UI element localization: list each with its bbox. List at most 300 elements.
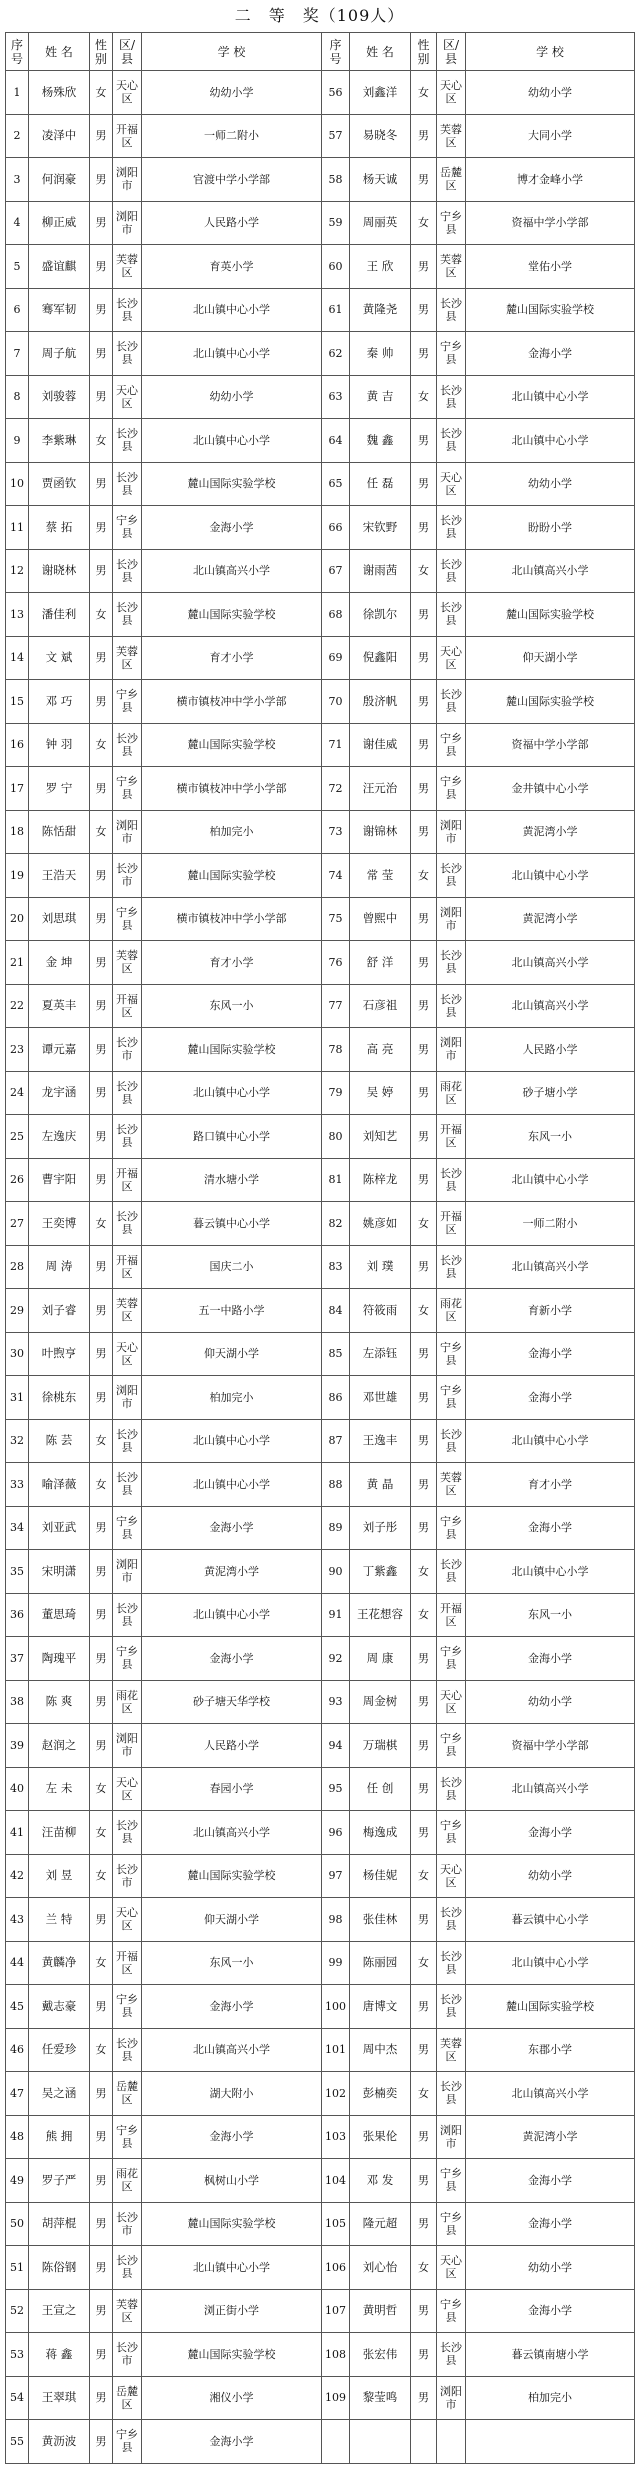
cell-name: 张佳林 bbox=[350, 1898, 411, 1942]
cell-district: 长沙市 bbox=[113, 2333, 142, 2377]
cell-no: 103 bbox=[322, 2115, 350, 2159]
cell-name: 常 莹 bbox=[350, 854, 411, 898]
cell-no: 32 bbox=[6, 1419, 29, 1463]
cell-name: 周子航 bbox=[29, 332, 90, 376]
cell-no: 80 bbox=[322, 1115, 350, 1159]
cell-name: 周金树 bbox=[350, 1680, 411, 1724]
cell-district: 天心区 bbox=[437, 636, 466, 680]
table-row bbox=[6, 288, 635, 332]
cell-school: 北山镇中心小学 bbox=[466, 854, 635, 898]
cell-gender: 女 bbox=[411, 2246, 437, 2290]
table-row bbox=[6, 1680, 635, 1724]
cell-school: 人民路小学 bbox=[142, 1724, 322, 1768]
cell-district: 长沙县 bbox=[113, 419, 142, 463]
cell-district: 岳麓区 bbox=[437, 158, 466, 202]
cell-name: 谢锦林 bbox=[350, 810, 411, 854]
cell-no: 39 bbox=[6, 1724, 29, 1768]
cell-district: 浏阳市 bbox=[113, 201, 142, 245]
cell-district: 长沙县 bbox=[437, 2333, 466, 2377]
cell-district: 开福区 bbox=[437, 1115, 466, 1159]
cell-school: 育才小学 bbox=[142, 636, 322, 680]
cell-district: 雨花区 bbox=[437, 1289, 466, 1333]
cell-gender: 男 bbox=[90, 1245, 113, 1289]
cell-district: 宁乡县 bbox=[113, 1985, 142, 2029]
cell-school: 东风一小 bbox=[142, 1941, 322, 1985]
cell-district: 长沙县 bbox=[437, 1550, 466, 1594]
header-gender: 性别 bbox=[411, 33, 437, 71]
cell-no: 105 bbox=[322, 2202, 350, 2246]
cell-school: 一师二附小 bbox=[466, 1202, 635, 1246]
cell-school: 北山镇高兴小学 bbox=[466, 1767, 635, 1811]
cell-name: 刘骏蓉 bbox=[29, 375, 90, 419]
table-row bbox=[6, 680, 635, 724]
cell-district: 芙蓉区 bbox=[437, 2028, 466, 2072]
cell-district: 宁乡县 bbox=[437, 2202, 466, 2246]
cell-gender: 男 bbox=[411, 680, 437, 724]
header-row bbox=[6, 33, 635, 71]
cell-gender: 男 bbox=[411, 2159, 437, 2203]
cell-no: 2 bbox=[6, 114, 29, 158]
cell-district: 长沙县 bbox=[437, 1245, 466, 1289]
cell-school: 幼幼小学 bbox=[466, 71, 635, 115]
cell-name: 万瑞棋 bbox=[350, 1724, 411, 1768]
cell-no: 71 bbox=[322, 723, 350, 767]
cell-gender: 男 bbox=[90, 1724, 113, 1768]
cell-name: 罗 宁 bbox=[29, 767, 90, 811]
cell-district: 浏阳市 bbox=[437, 2115, 466, 2159]
cell-school: 北山镇中心小学 bbox=[142, 419, 322, 463]
cell-name: 殷济帆 bbox=[350, 680, 411, 724]
cell-name: 王宣之 bbox=[29, 2289, 90, 2333]
cell-no: 25 bbox=[6, 1115, 29, 1159]
cell-gender: 男 bbox=[411, 419, 437, 463]
cell-district: 长沙县 bbox=[113, 2246, 142, 2290]
cell-name: 左逸庆 bbox=[29, 1115, 90, 1159]
cell-district: 长沙县 bbox=[113, 1115, 142, 1159]
table-row bbox=[6, 2159, 635, 2203]
cell-name: 谢雨茜 bbox=[350, 549, 411, 593]
cell-school: 堂佑小学 bbox=[466, 245, 635, 289]
cell-gender: 男 bbox=[90, 767, 113, 811]
table-row bbox=[6, 506, 635, 550]
cell-no: 45 bbox=[6, 1985, 29, 2029]
cell-district: 天心区 bbox=[113, 71, 142, 115]
cell-school: 北山镇高兴小学 bbox=[142, 2028, 322, 2072]
cell-district: 雨花区 bbox=[113, 1680, 142, 1724]
cell-no: 87 bbox=[322, 1419, 350, 1463]
table-row bbox=[6, 1463, 635, 1507]
table-row bbox=[6, 2072, 635, 2116]
cell-gender: 男 bbox=[411, 723, 437, 767]
cell-name: 谢晓林 bbox=[29, 549, 90, 593]
cell-district: 长沙县 bbox=[437, 1158, 466, 1202]
cell-district: 宁乡县 bbox=[113, 680, 142, 724]
cell-school: 北山镇高兴小学 bbox=[142, 1811, 322, 1855]
table-row bbox=[6, 1767, 635, 1811]
cell-district: 长沙县 bbox=[113, 593, 142, 637]
cell-no: 86 bbox=[322, 1376, 350, 1420]
cell-district: 宁乡县 bbox=[113, 506, 142, 550]
cell-district: 长沙县 bbox=[437, 288, 466, 332]
cell-name: 柳正威 bbox=[29, 201, 90, 245]
cell-name: 石彦祖 bbox=[350, 984, 411, 1028]
cell-no: 43 bbox=[6, 1898, 29, 1942]
table-row bbox=[6, 1289, 635, 1333]
cell-no: 54 bbox=[6, 2376, 29, 2420]
cell-no: 3 bbox=[6, 158, 29, 202]
cell-no: 29 bbox=[6, 1289, 29, 1333]
cell-school: 金海小学 bbox=[142, 1637, 322, 1681]
cell-gender: 男 bbox=[90, 1289, 113, 1333]
table-row bbox=[6, 1593, 635, 1637]
table-row bbox=[6, 941, 635, 985]
cell-district: 雨花区 bbox=[437, 1071, 466, 1115]
cell-name: 黄麟净 bbox=[29, 1941, 90, 1985]
cell-gender: 女 bbox=[90, 723, 113, 767]
cell-gender: 女 bbox=[411, 2072, 437, 2116]
header-school: 学 校 bbox=[466, 33, 635, 71]
cell-no: 27 bbox=[6, 1202, 29, 1246]
cell-name: 黎莹鸣 bbox=[350, 2376, 411, 2420]
cell-name: 黄 晶 bbox=[350, 1463, 411, 1507]
cell-no: 10 bbox=[6, 462, 29, 506]
cell-school: 麓山国际实验学校 bbox=[466, 680, 635, 724]
cell-district: 开福区 bbox=[437, 1593, 466, 1637]
cell-gender: 男 bbox=[411, 1637, 437, 1681]
cell-district: 长沙县 bbox=[437, 549, 466, 593]
cell-school: 仰天湖小学 bbox=[142, 1898, 322, 1942]
cell-gender: 男 bbox=[411, 593, 437, 637]
cell-district: 芙蓉区 bbox=[437, 245, 466, 289]
cell-gender: 女 bbox=[411, 375, 437, 419]
cell-school: 北山镇中心小学 bbox=[142, 1419, 322, 1463]
cell-gender: 男 bbox=[411, 1028, 437, 1072]
cell-no bbox=[322, 2420, 350, 2464]
table-row bbox=[6, 1071, 635, 1115]
cell-district: 长沙市 bbox=[113, 1028, 142, 1072]
cell-no: 98 bbox=[322, 1898, 350, 1942]
cell-gender: 男 bbox=[411, 1985, 437, 2029]
cell-gender: 男 bbox=[90, 984, 113, 1028]
cell-name: 隆元超 bbox=[350, 2202, 411, 2246]
cell-gender: 男 bbox=[411, 2333, 437, 2377]
cell-no: 75 bbox=[322, 897, 350, 941]
cell-school: 麓山国际实验学校 bbox=[142, 1028, 322, 1072]
cell-district: 长沙市 bbox=[113, 1854, 142, 1898]
cell-district: 浏阳市 bbox=[437, 897, 466, 941]
cell-gender: 男 bbox=[90, 2072, 113, 2116]
cell-gender: 男 bbox=[411, 636, 437, 680]
cell-no: 40 bbox=[6, 1767, 29, 1811]
cell-gender: 女 bbox=[411, 1550, 437, 1594]
cell-school: 金海小学 bbox=[466, 2159, 635, 2203]
cell-gender: 男 bbox=[90, 897, 113, 941]
cell-district: 宁乡县 bbox=[113, 2115, 142, 2159]
cell-gender: 女 bbox=[411, 1854, 437, 1898]
table-row bbox=[6, 71, 635, 115]
cell-no: 30 bbox=[6, 1332, 29, 1376]
cell-no: 1 bbox=[6, 71, 29, 115]
cell-gender: 男 bbox=[90, 1071, 113, 1115]
table-row bbox=[6, 2289, 635, 2333]
cell-school: 金海小学 bbox=[142, 506, 322, 550]
cell-gender: 女 bbox=[411, 201, 437, 245]
cell-name: 王 欣 bbox=[350, 245, 411, 289]
cell-gender: 男 bbox=[90, 1158, 113, 1202]
cell-district: 宁乡县 bbox=[437, 1332, 466, 1376]
cell-school: 东风一小 bbox=[466, 1115, 635, 1159]
cell-school: 金海小学 bbox=[466, 2289, 635, 2333]
cell-no: 95 bbox=[322, 1767, 350, 1811]
cell-district bbox=[437, 2420, 466, 2464]
cell-gender: 男 bbox=[90, 506, 113, 550]
cell-no: 60 bbox=[322, 245, 350, 289]
cell-district: 宁乡县 bbox=[113, 897, 142, 941]
cell-gender: 女 bbox=[90, 71, 113, 115]
cell-name: 曹宇阳 bbox=[29, 1158, 90, 1202]
table-row bbox=[6, 854, 635, 898]
cell-no: 44 bbox=[6, 1941, 29, 1985]
cell-name bbox=[350, 2420, 411, 2464]
cell-no: 85 bbox=[322, 1332, 350, 1376]
cell-no: 104 bbox=[322, 2159, 350, 2203]
cell-gender: 男 bbox=[90, 1376, 113, 1420]
cell-district: 天心区 bbox=[437, 462, 466, 506]
table-row bbox=[6, 462, 635, 506]
cell-no: 109 bbox=[322, 2376, 350, 2420]
table-row bbox=[6, 1202, 635, 1246]
cell-district: 长沙县 bbox=[113, 2028, 142, 2072]
table-row bbox=[6, 593, 635, 637]
cell-district: 长沙县 bbox=[437, 1985, 466, 2029]
cell-no: 17 bbox=[6, 767, 29, 811]
cell-district: 开福区 bbox=[113, 1158, 142, 1202]
cell-name: 左 未 bbox=[29, 1767, 90, 1811]
cell-school: 东风一小 bbox=[142, 984, 322, 1028]
cell-no: 92 bbox=[322, 1637, 350, 1681]
cell-school: 麓山国际实验学校 bbox=[142, 723, 322, 767]
cell-name: 曾熙中 bbox=[350, 897, 411, 941]
cell-school: 北山镇中心小学 bbox=[142, 1463, 322, 1507]
cell-school: 仰天湖小学 bbox=[142, 1332, 322, 1376]
cell-no: 82 bbox=[322, 1202, 350, 1246]
cell-district: 浏阳市 bbox=[437, 1028, 466, 1072]
cell-no: 76 bbox=[322, 941, 350, 985]
cell-name: 周 涛 bbox=[29, 1245, 90, 1289]
cell-school: 五一中路小学 bbox=[142, 1289, 322, 1333]
cell-district: 浏阳市 bbox=[113, 1550, 142, 1594]
table-row bbox=[6, 201, 635, 245]
cell-district: 天心区 bbox=[113, 375, 142, 419]
cell-gender: 男 bbox=[90, 158, 113, 202]
cell-no: 106 bbox=[322, 2246, 350, 2290]
cell-name: 刘 昱 bbox=[29, 1854, 90, 1898]
cell-no: 55 bbox=[6, 2420, 29, 2464]
cell-no: 64 bbox=[322, 419, 350, 463]
cell-gender: 男 bbox=[411, 2028, 437, 2072]
cell-name: 兰 特 bbox=[29, 1898, 90, 1942]
cell-no: 4 bbox=[6, 201, 29, 245]
cell-gender: 女 bbox=[90, 810, 113, 854]
table-row bbox=[6, 1332, 635, 1376]
table-row bbox=[6, 1419, 635, 1463]
cell-no: 78 bbox=[322, 1028, 350, 1072]
cell-name: 凌泽中 bbox=[29, 114, 90, 158]
cell-name: 王翠琪 bbox=[29, 2376, 90, 2420]
cell-name: 盛谊麒 bbox=[29, 245, 90, 289]
cell-school: 柏加完小 bbox=[466, 2376, 635, 2420]
cell-name: 李紫琳 bbox=[29, 419, 90, 463]
cell-district: 长沙县 bbox=[437, 854, 466, 898]
cell-school: 金海小学 bbox=[466, 1506, 635, 1550]
cell-name: 张果伦 bbox=[350, 2115, 411, 2159]
cell-school: 湖大附小 bbox=[142, 2072, 322, 2116]
cell-school: 横市镇枝冲中学小学部 bbox=[142, 897, 322, 941]
cell-gender bbox=[411, 2420, 437, 2464]
cell-no: 74 bbox=[322, 854, 350, 898]
cell-name: 文 斌 bbox=[29, 636, 90, 680]
cell-no: 107 bbox=[322, 2289, 350, 2333]
cell-gender: 女 bbox=[411, 854, 437, 898]
cell-no: 26 bbox=[6, 1158, 29, 1202]
cell-school: 金海小学 bbox=[142, 1985, 322, 2029]
cell-name: 吴之涵 bbox=[29, 2072, 90, 2116]
cell-no: 97 bbox=[322, 1854, 350, 1898]
cell-no: 6 bbox=[6, 288, 29, 332]
cell-district: 芙蓉区 bbox=[113, 2289, 142, 2333]
cell-district: 芙蓉区 bbox=[437, 1463, 466, 1507]
cell-district: 浏阳市 bbox=[113, 1376, 142, 1420]
cell-gender: 男 bbox=[90, 2376, 113, 2420]
cell-name: 熊 拥 bbox=[29, 2115, 90, 2159]
cell-no: 12 bbox=[6, 549, 29, 593]
cell-district: 长沙县 bbox=[437, 506, 466, 550]
cell-school: 暮云镇中心小学 bbox=[466, 1898, 635, 1942]
cell-gender: 男 bbox=[411, 462, 437, 506]
cell-gender: 男 bbox=[90, 1115, 113, 1159]
cell-district: 芙蓉区 bbox=[113, 941, 142, 985]
cell-district: 开福区 bbox=[437, 1202, 466, 1246]
cell-district: 浏阳市 bbox=[113, 1724, 142, 1768]
cell-district: 长沙县 bbox=[113, 1463, 142, 1507]
cell-gender: 女 bbox=[90, 2028, 113, 2072]
cell-gender: 男 bbox=[411, 158, 437, 202]
page-title: 二 等 奖（109人） bbox=[234, 6, 405, 25]
cell-name: 戴志豪 bbox=[29, 1985, 90, 2029]
cell-name: 黄隆尧 bbox=[350, 288, 411, 332]
cell-no: 51 bbox=[6, 2246, 29, 2290]
table-row bbox=[6, 1506, 635, 1550]
cell-school: 金海小学 bbox=[142, 1506, 322, 1550]
table-row bbox=[6, 810, 635, 854]
cell-name: 王奕博 bbox=[29, 1202, 90, 1246]
cell-name: 吴 婷 bbox=[350, 1071, 411, 1115]
cell-name: 赵润之 bbox=[29, 1724, 90, 1768]
cell-school: 北山镇高兴小学 bbox=[466, 941, 635, 985]
cell-no: 90 bbox=[322, 1550, 350, 1594]
cell-gender: 男 bbox=[90, 549, 113, 593]
cell-school: 黄泥湾小学 bbox=[466, 810, 635, 854]
cell-no: 70 bbox=[322, 680, 350, 724]
cell-district: 宁乡县 bbox=[437, 201, 466, 245]
cell-district: 天心区 bbox=[113, 1767, 142, 1811]
cell-school: 幼幼小学 bbox=[142, 375, 322, 419]
cell-gender: 男 bbox=[90, 1506, 113, 1550]
cell-gender: 男 bbox=[411, 1898, 437, 1942]
cell-no: 100 bbox=[322, 1985, 350, 2029]
table-row bbox=[6, 245, 635, 289]
cell-gender: 女 bbox=[90, 1854, 113, 1898]
cell-district: 开福区 bbox=[113, 1941, 142, 1985]
cell-name: 蒋 鑫 bbox=[29, 2333, 90, 2377]
cell-gender: 女 bbox=[90, 419, 113, 463]
table-row bbox=[6, 723, 635, 767]
cell-no: 24 bbox=[6, 1071, 29, 1115]
cell-school: 育才小学 bbox=[466, 1463, 635, 1507]
cell-gender: 女 bbox=[411, 1289, 437, 1333]
cell-no: 77 bbox=[322, 984, 350, 1028]
cell-district: 岳麓区 bbox=[113, 2072, 142, 2116]
cell-no: 68 bbox=[322, 593, 350, 637]
table-row bbox=[6, 1376, 635, 1420]
header-name: 姓 名 bbox=[350, 33, 411, 71]
cell-gender: 男 bbox=[411, 1811, 437, 1855]
cell-no: 67 bbox=[322, 549, 350, 593]
cell-no: 52 bbox=[6, 2289, 29, 2333]
cell-school bbox=[466, 2420, 635, 2464]
cell-no: 9 bbox=[6, 419, 29, 463]
cell-name: 舒 洋 bbox=[350, 941, 411, 985]
cell-district: 长沙县 bbox=[113, 549, 142, 593]
cell-name: 邓 发 bbox=[350, 2159, 411, 2203]
cell-no: 96 bbox=[322, 1811, 350, 1855]
cell-no: 83 bbox=[322, 1245, 350, 1289]
cell-district: 长沙县 bbox=[113, 1202, 142, 1246]
cell-no: 20 bbox=[6, 897, 29, 941]
cell-gender: 女 bbox=[411, 71, 437, 115]
cell-name: 魏 鑫 bbox=[350, 419, 411, 463]
table-row bbox=[6, 114, 635, 158]
cell-gender: 男 bbox=[411, 941, 437, 985]
cell-district: 长沙县 bbox=[437, 419, 466, 463]
cell-school: 柏加完小 bbox=[142, 810, 322, 854]
cell-district: 长沙县 bbox=[437, 941, 466, 985]
table-row bbox=[6, 1115, 635, 1159]
cell-school: 柏加完小 bbox=[142, 1376, 322, 1420]
table-row bbox=[6, 1898, 635, 1942]
cell-name: 蔡 拓 bbox=[29, 506, 90, 550]
cell-district: 长沙县 bbox=[437, 680, 466, 724]
cell-district: 长沙市 bbox=[113, 2202, 142, 2246]
cell-district: 雨花区 bbox=[113, 2159, 142, 2203]
cell-name: 左添钰 bbox=[350, 1332, 411, 1376]
cell-no: 46 bbox=[6, 2028, 29, 2072]
cell-no: 61 bbox=[322, 288, 350, 332]
cell-gender: 女 bbox=[90, 1419, 113, 1463]
cell-name: 黄沥波 bbox=[29, 2420, 90, 2464]
cell-district: 芙蓉区 bbox=[437, 114, 466, 158]
table-row bbox=[6, 1245, 635, 1289]
cell-school: 麓山国际实验学校 bbox=[142, 854, 322, 898]
cell-school: 浏正街小学 bbox=[142, 2289, 322, 2333]
cell-gender: 男 bbox=[411, 1463, 437, 1507]
cell-no: 73 bbox=[322, 810, 350, 854]
header-district: 区/县 bbox=[437, 33, 466, 71]
cell-district: 芙蓉区 bbox=[113, 636, 142, 680]
cell-no: 31 bbox=[6, 1376, 29, 1420]
cell-no: 101 bbox=[322, 2028, 350, 2072]
cell-school: 金海小学 bbox=[466, 1332, 635, 1376]
